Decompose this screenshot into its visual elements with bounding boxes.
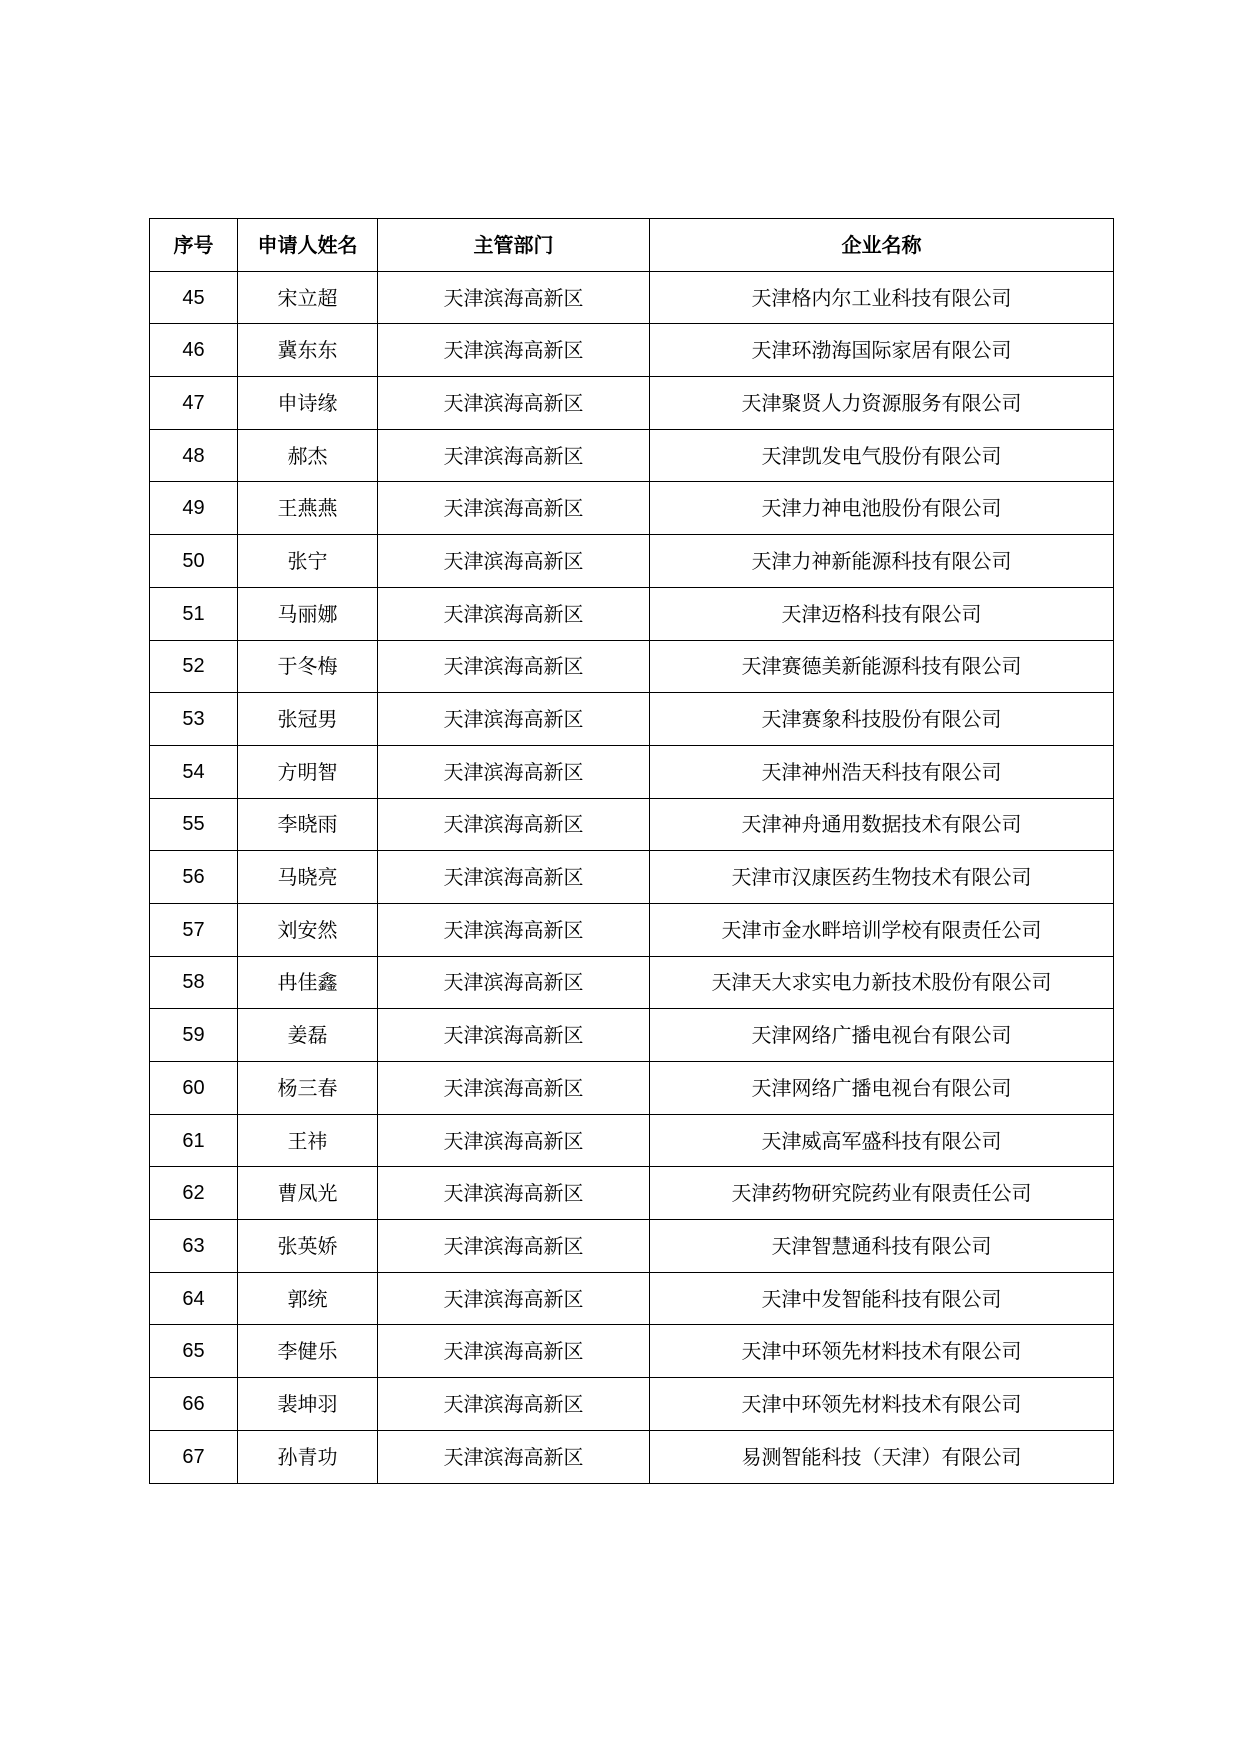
table-row	[150, 1220, 1114, 1273]
header-department: 主管部门	[378, 219, 650, 272]
cell-index: 60	[150, 1062, 238, 1115]
cell-index: 47	[150, 377, 238, 430]
cell-applicant: 申诗缘	[238, 377, 378, 430]
header-company: 企业名称	[650, 219, 1114, 272]
cell-department: 天津滨海高新区	[378, 903, 650, 956]
table-row	[150, 377, 1114, 430]
cell-index: 51	[150, 587, 238, 640]
cell-company: 天津天大求实电力新技术股份有限公司	[650, 956, 1114, 1009]
cell-department: 天津滨海高新区	[378, 693, 650, 746]
cell-applicant: 张冠男	[238, 693, 378, 746]
table-row	[150, 1114, 1114, 1167]
table-row	[150, 482, 1114, 535]
cell-index: 61	[150, 1114, 238, 1167]
cell-department: 天津滨海高新区	[378, 587, 650, 640]
table-row	[150, 1062, 1114, 1115]
cell-department: 天津滨海高新区	[378, 1009, 650, 1062]
cell-index: 56	[150, 851, 238, 904]
cell-applicant: 曹凤光	[238, 1167, 378, 1220]
cell-department: 天津滨海高新区	[378, 1325, 650, 1378]
table-row	[150, 1430, 1114, 1483]
cell-applicant: 王祎	[238, 1114, 378, 1167]
cell-department: 天津滨海高新区	[378, 1062, 650, 1115]
cell-applicant: 郝杰	[238, 429, 378, 482]
cell-company: 天津威高军盛科技有限公司	[650, 1114, 1114, 1167]
table-row	[150, 798, 1114, 851]
cell-index: 50	[150, 535, 238, 588]
cell-applicant: 郭统	[238, 1272, 378, 1325]
cell-applicant: 王燕燕	[238, 482, 378, 535]
cell-department: 天津滨海高新区	[378, 798, 650, 851]
cell-applicant: 马丽娜	[238, 587, 378, 640]
cell-company: 天津中环领先材料技术有限公司	[650, 1378, 1114, 1431]
cell-company: 天津聚贤人力资源服务有限公司	[650, 377, 1114, 430]
table-row	[150, 693, 1114, 746]
table-row	[150, 903, 1114, 956]
cell-company: 天津神州浩天科技有限公司	[650, 745, 1114, 798]
cell-applicant: 刘安然	[238, 903, 378, 956]
cell-company: 天津神舟通用数据技术有限公司	[650, 798, 1114, 851]
cell-index: 49	[150, 482, 238, 535]
cell-index: 66	[150, 1378, 238, 1431]
cell-department: 天津滨海高新区	[378, 377, 650, 430]
cell-company: 易测智能科技（天津）有限公司	[650, 1430, 1114, 1483]
table-row	[150, 324, 1114, 377]
table-row	[150, 429, 1114, 482]
cell-index: 48	[150, 429, 238, 482]
table-row	[150, 1325, 1114, 1378]
table-row	[150, 745, 1114, 798]
table-row	[150, 1167, 1114, 1220]
cell-department: 天津滨海高新区	[378, 1272, 650, 1325]
table-row	[150, 1378, 1114, 1431]
cell-department: 天津滨海高新区	[378, 1220, 650, 1273]
cell-company: 天津赛象科技股份有限公司	[650, 693, 1114, 746]
cell-department: 天津滨海高新区	[378, 640, 650, 693]
cell-department: 天津滨海高新区	[378, 271, 650, 324]
cell-index: 64	[150, 1272, 238, 1325]
table-row	[150, 640, 1114, 693]
cell-company: 天津市金水畔培训学校有限责任公司	[650, 903, 1114, 956]
cell-department: 天津滨海高新区	[378, 851, 650, 904]
cell-applicant: 冀东东	[238, 324, 378, 377]
cell-company: 天津凯发电气股份有限公司	[650, 429, 1114, 482]
cell-applicant: 孙青功	[238, 1430, 378, 1483]
cell-applicant: 宋立超	[238, 271, 378, 324]
cell-company: 天津力神新能源科技有限公司	[650, 535, 1114, 588]
header-applicant: 申请人姓名	[238, 219, 378, 272]
table-row	[150, 1009, 1114, 1062]
cell-applicant: 方明智	[238, 745, 378, 798]
header-row	[150, 219, 1114, 272]
cell-department: 天津滨海高新区	[378, 535, 650, 588]
cell-applicant: 张英娇	[238, 1220, 378, 1273]
cell-index: 62	[150, 1167, 238, 1220]
cell-company: 天津中环领先材料技术有限公司	[650, 1325, 1114, 1378]
cell-index: 67	[150, 1430, 238, 1483]
cell-applicant: 李晓雨	[238, 798, 378, 851]
cell-applicant: 张宁	[238, 535, 378, 588]
cell-company: 天津市汉康医药生物技术有限公司	[650, 851, 1114, 904]
cell-department: 天津滨海高新区	[378, 1430, 650, 1483]
table-row	[150, 271, 1114, 324]
cell-company: 天津网络广播电视台有限公司	[650, 1009, 1114, 1062]
cell-index: 59	[150, 1009, 238, 1062]
table-row	[150, 587, 1114, 640]
cell-company: 天津赛德美新能源科技有限公司	[650, 640, 1114, 693]
cell-index: 45	[150, 271, 238, 324]
cell-company: 天津智慧通科技有限公司	[650, 1220, 1114, 1273]
cell-applicant: 裴坤羽	[238, 1378, 378, 1431]
cell-department: 天津滨海高新区	[378, 745, 650, 798]
cell-company: 天津格内尔工业科技有限公司	[650, 271, 1114, 324]
table-row	[150, 956, 1114, 1009]
table-row	[150, 851, 1114, 904]
cell-index: 58	[150, 956, 238, 1009]
table-row	[150, 535, 1114, 588]
cell-department: 天津滨海高新区	[378, 956, 650, 1009]
cell-index: 53	[150, 693, 238, 746]
cell-applicant: 马晓亮	[238, 851, 378, 904]
cell-company: 天津中发智能科技有限公司	[650, 1272, 1114, 1325]
cell-department: 天津滨海高新区	[378, 1114, 650, 1167]
cell-department: 天津滨海高新区	[378, 324, 650, 377]
cell-company: 天津迈格科技有限公司	[650, 587, 1114, 640]
cell-applicant: 于冬梅	[238, 640, 378, 693]
cell-index: 55	[150, 798, 238, 851]
table-body	[150, 271, 1114, 1483]
cell-company: 天津环渤海国际家居有限公司	[650, 324, 1114, 377]
cell-index: 54	[150, 745, 238, 798]
cell-department: 天津滨海高新区	[378, 1167, 650, 1220]
cell-department: 天津滨海高新区	[378, 429, 650, 482]
cell-index: 46	[150, 324, 238, 377]
cell-department: 天津滨海高新区	[378, 1378, 650, 1431]
cell-department: 天津滨海高新区	[378, 482, 650, 535]
cell-index: 57	[150, 903, 238, 956]
applicant-table	[149, 218, 1114, 1484]
cell-applicant: 冉佳鑫	[238, 956, 378, 1009]
cell-applicant: 姜磊	[238, 1009, 378, 1062]
cell-index: 65	[150, 1325, 238, 1378]
cell-company: 天津网络广播电视台有限公司	[650, 1062, 1114, 1115]
cell-index: 52	[150, 640, 238, 693]
cell-applicant: 杨三春	[238, 1062, 378, 1115]
table-header	[150, 219, 1114, 272]
cell-applicant: 李健乐	[238, 1325, 378, 1378]
header-index: 序号	[150, 219, 238, 272]
cell-company: 天津药物研究院药业有限责任公司	[650, 1167, 1114, 1220]
table-row	[150, 1272, 1114, 1325]
cell-index: 63	[150, 1220, 238, 1273]
cell-company: 天津力神电池股份有限公司	[650, 482, 1114, 535]
